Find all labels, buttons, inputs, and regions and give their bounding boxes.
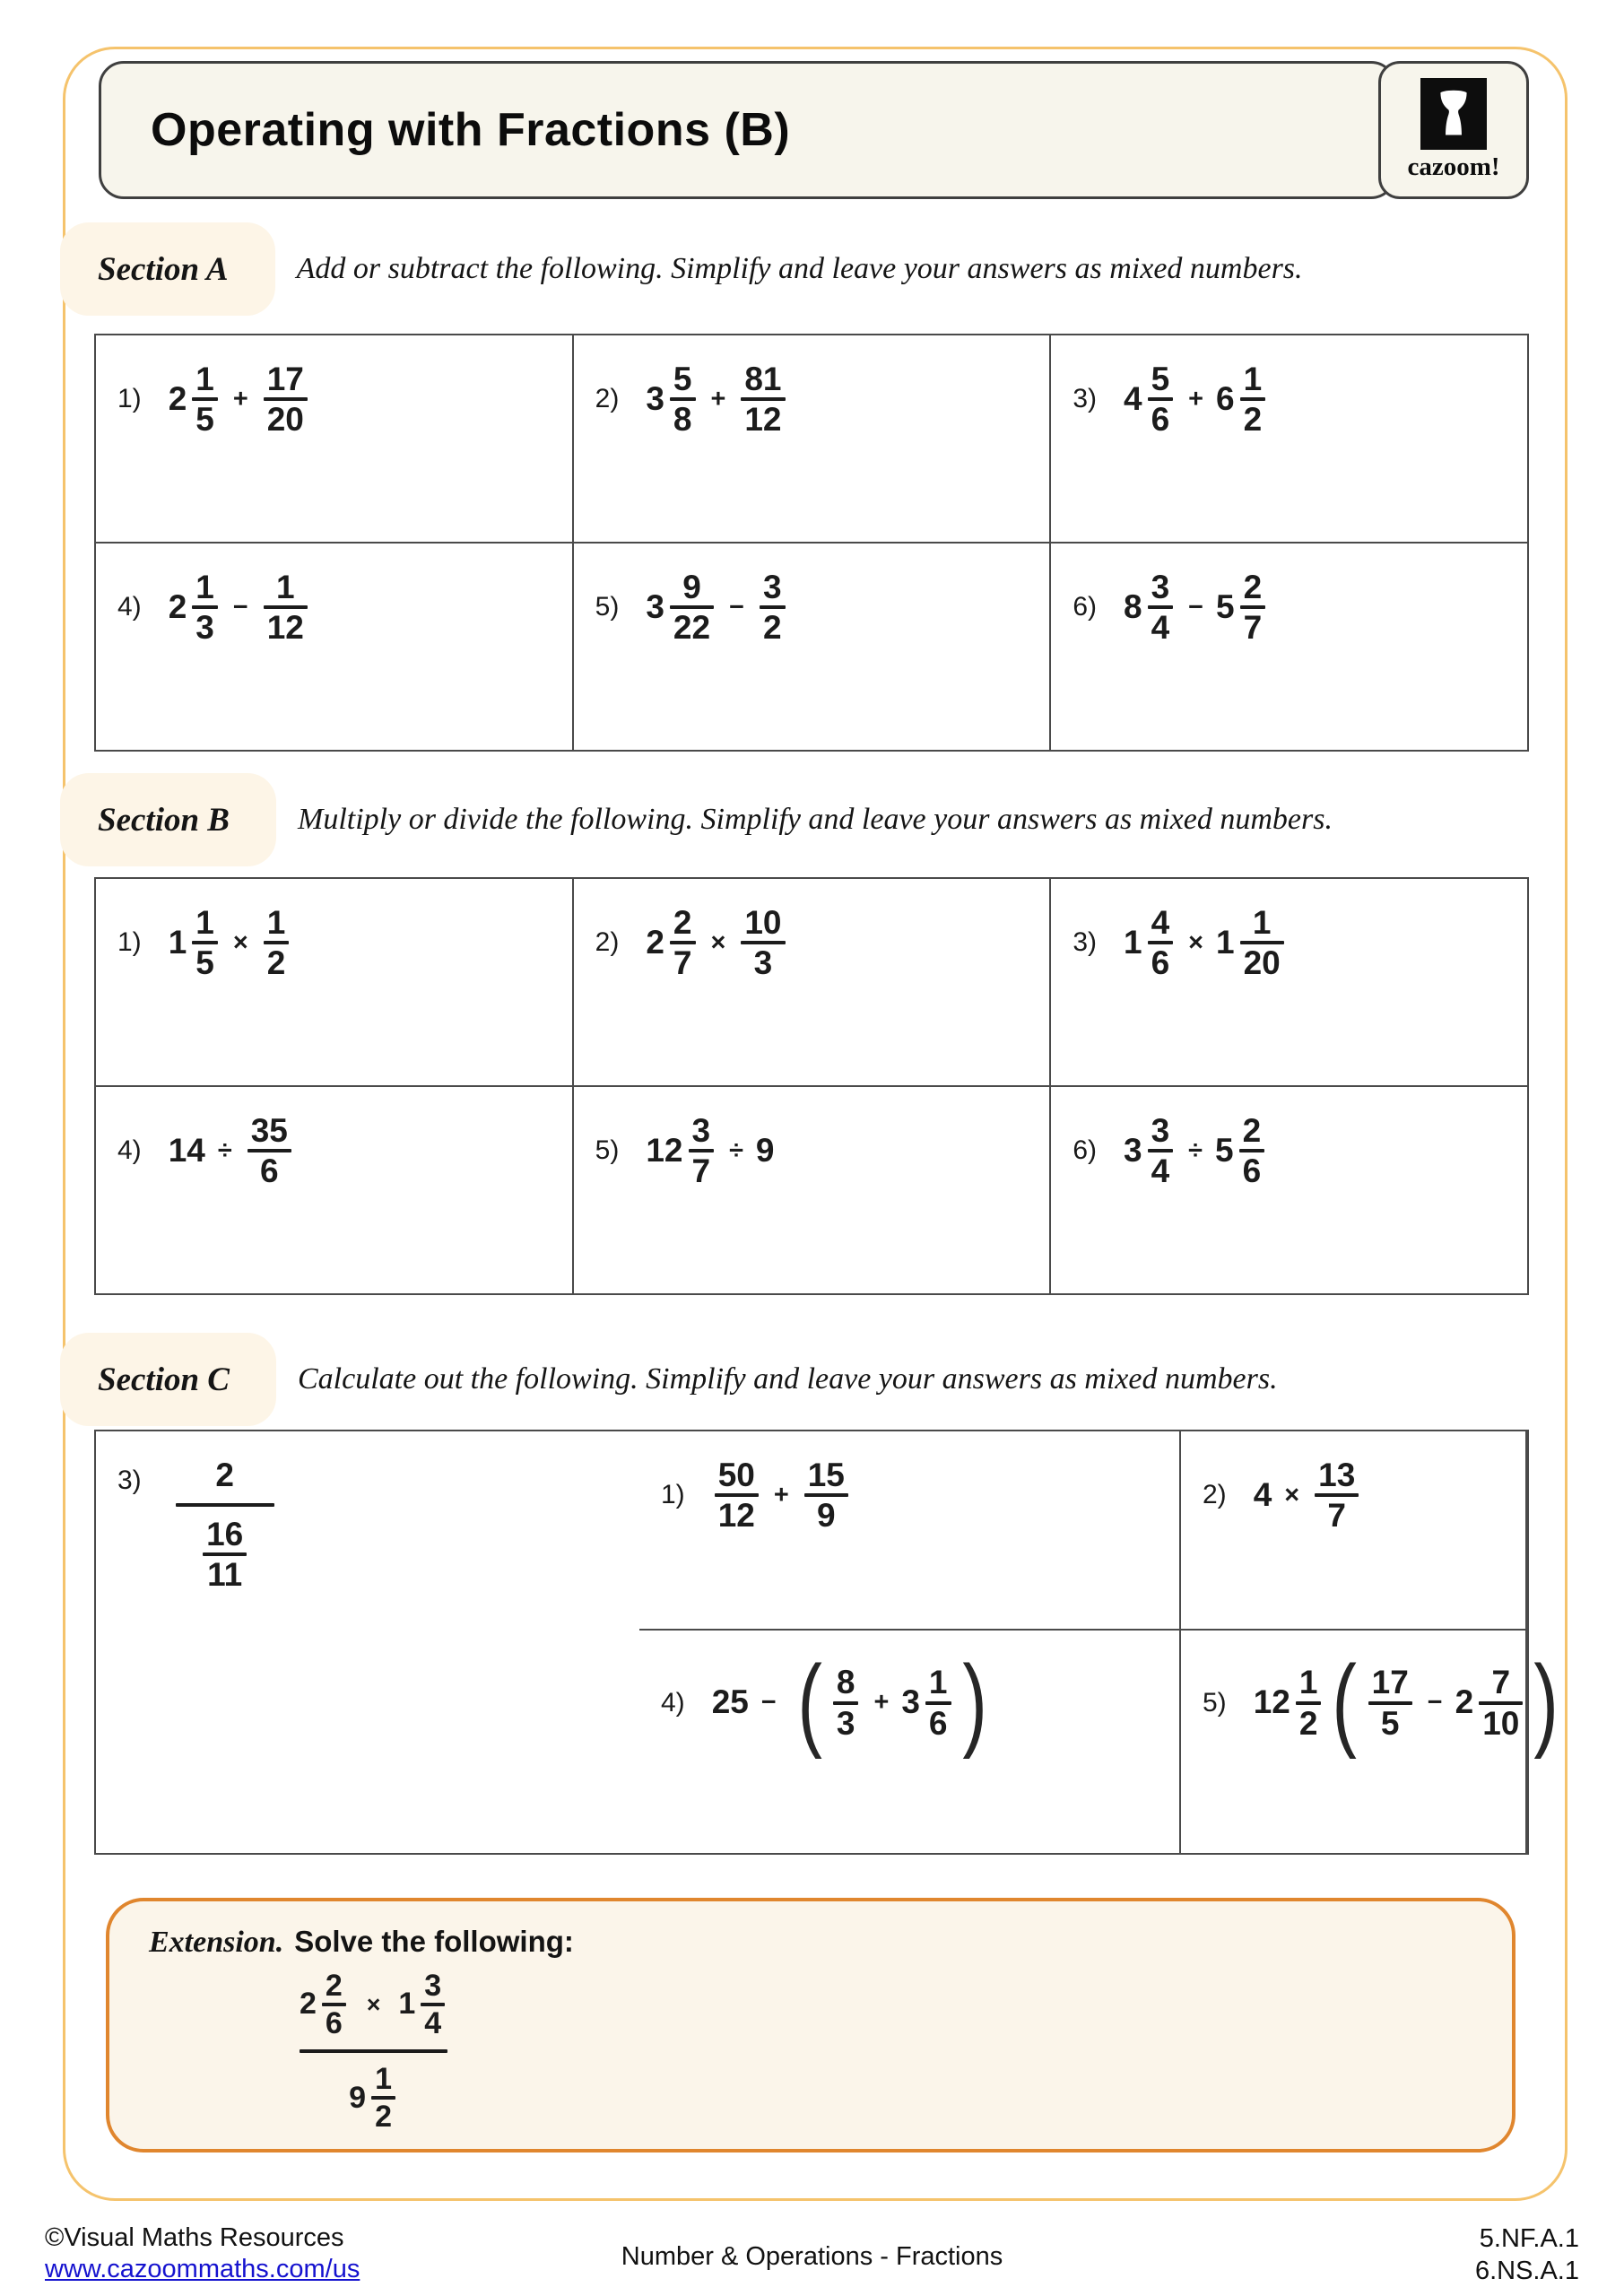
mrow [215, 1457, 234, 1494]
mmixed [1124, 1112, 1176, 1190]
mfrac [192, 569, 218, 647]
problem-number: 5) [595, 592, 620, 622]
problem-number: 4) [117, 1135, 142, 1166]
problem-expression [1253, 1645, 1568, 1760]
problem-expression [169, 361, 310, 439]
mop: − [1188, 592, 1204, 622]
mwhole: 6 [1216, 380, 1235, 418]
title-bar [99, 61, 1529, 199]
problem-cell [1050, 1086, 1528, 1294]
mfrac [264, 569, 308, 647]
standard-code-2: 6.NS.A.1 [1474, 2257, 1579, 2286]
problem-cell [95, 1086, 573, 1294]
mfrac [670, 361, 696, 439]
mrow [646, 361, 787, 439]
problem-number: 4) [661, 1687, 685, 1718]
problem-cell [1181, 1631, 1559, 1853]
problem-cell [95, 878, 573, 1086]
problem-expression [169, 569, 310, 647]
fnum: 3 [1151, 569, 1170, 605]
mrow [1124, 361, 1268, 439]
mparen: ( [1332, 1645, 1358, 1760]
mop: + [1188, 384, 1204, 413]
fden: 12 [744, 401, 782, 439]
fden: 9 [816, 1497, 836, 1535]
mwhole: 4 [1124, 380, 1142, 418]
mwhole: 2 [1455, 1683, 1474, 1721]
fden: 7 [1243, 609, 1263, 647]
problem-number: 2) [1203, 1480, 1227, 1510]
problem-number: 3) [1073, 384, 1097, 414]
fden: 2 [1298, 1704, 1318, 1742]
problem-number: 5) [595, 1135, 620, 1166]
fden: 7 [673, 944, 692, 982]
fnum: 8 [836, 1664, 855, 1701]
fnum: 1 [195, 361, 214, 397]
fnum: 3 [762, 569, 782, 605]
drum-icon [1420, 78, 1487, 150]
mop: − [232, 592, 248, 622]
problem-cell [573, 335, 1051, 543]
problem-cell [573, 878, 1051, 1086]
problem-cell [1050, 335, 1528, 543]
section-a-table [94, 334, 1529, 752]
fnum: 2 [673, 904, 692, 941]
problem-cell [573, 1086, 1051, 1294]
fnum: 9 [682, 569, 701, 605]
mfrac [715, 1457, 759, 1535]
problem-number: 6) [1073, 1135, 1097, 1166]
problem-number: 5) [1203, 1687, 1227, 1718]
mrow [646, 904, 787, 982]
mfrac [322, 1969, 346, 2040]
section-b-instruction: Multiply or divide the following. Simplify and leave your answers as mixed numbers. [298, 803, 1333, 836]
problem-expression [1124, 1112, 1267, 1190]
mop: − [760, 1688, 777, 1718]
fnum: 17 [1371, 1664, 1409, 1701]
mwhole: 1 [1124, 924, 1142, 961]
mwhole: 5 [1216, 588, 1235, 626]
problem-cell [639, 1631, 1181, 1853]
extension-label: Extension. [149, 1926, 284, 1959]
mrow [1124, 1112, 1267, 1190]
standard-codes [1475, 2222, 1579, 2288]
mmixed [646, 1112, 716, 1190]
problem-cell [1050, 543, 1528, 751]
mop: + [710, 384, 726, 413]
mmixed [1124, 904, 1176, 982]
fden: 7 [1327, 1497, 1346, 1535]
mfrac [1240, 361, 1266, 439]
mfrac [1148, 1112, 1174, 1190]
mrow [169, 904, 292, 982]
fden: 6 [325, 2006, 343, 2041]
fden: 12 [717, 1497, 755, 1535]
fnum: 1 [195, 904, 214, 941]
problem-expression [1124, 904, 1287, 982]
mfrac [1296, 1664, 1322, 1742]
fnum: 15 [807, 1457, 845, 1493]
fnum: 5 [673, 361, 692, 397]
problem-expression [711, 1645, 995, 1760]
fden: 8 [673, 401, 692, 439]
problem-expression [1124, 569, 1268, 647]
mfrac [1240, 904, 1284, 982]
problem-cell [95, 543, 573, 751]
problem-number: 3) [117, 1465, 142, 1495]
mfrac [1239, 1112, 1265, 1190]
worksheet [94, 61, 1559, 2152]
fden: 22 [673, 609, 711, 647]
mfrac [192, 361, 218, 439]
problem-expression [292, 1969, 455, 2135]
title-box [99, 61, 1396, 199]
fnum: 17 [266, 361, 304, 397]
mparen: ) [1533, 1645, 1559, 1760]
fden: 2 [266, 944, 286, 982]
fden: 4 [424, 2006, 442, 2041]
footer-left [45, 2222, 360, 2286]
mwhole: 9 [349, 2080, 367, 2115]
mop: + [873, 1688, 890, 1718]
page-title: Operating with Fractions (B) [151, 104, 791, 156]
fden: 5 [1380, 1704, 1400, 1742]
mrow [646, 1112, 774, 1190]
mfrac [741, 904, 785, 982]
mover [292, 1969, 455, 2134]
mrow [300, 1969, 447, 2040]
mmixed [1124, 569, 1176, 647]
fnum: 1 [1252, 904, 1272, 941]
fden: 6 [1151, 401, 1170, 439]
mfrac [264, 904, 290, 982]
problem-expression [1124, 361, 1268, 439]
problem-cell [639, 1431, 1181, 1631]
problem-number: 3) [1073, 927, 1097, 958]
mwhole: 3 [1124, 1132, 1142, 1170]
mfrac [1368, 1664, 1412, 1742]
mwhole: 1 [168, 924, 187, 961]
mover [169, 1457, 282, 1594]
fden: 3 [195, 609, 214, 647]
mfrac [1315, 1457, 1359, 1535]
fden: 12 [266, 609, 304, 647]
fnum: 5 [1151, 361, 1170, 397]
mfrac [1240, 569, 1266, 647]
mwhole: 5 [1215, 1132, 1234, 1170]
mop: − [1427, 1688, 1443, 1718]
mfrac [670, 569, 714, 647]
mmixed [169, 361, 221, 439]
footer-category: Number & Operations - Fractions [621, 2242, 1003, 2271]
section-c-label: Section C [60, 1333, 276, 1426]
mfrac [192, 904, 218, 982]
problem-expression [646, 361, 787, 439]
fden: 6 [259, 1152, 279, 1190]
fden: 4 [1151, 1152, 1170, 1190]
mrow [711, 1645, 995, 1760]
mwhole: 1 [1216, 924, 1235, 961]
mwhole: 3 [901, 1683, 920, 1721]
fden: 3 [753, 944, 773, 982]
mop: ÷ [729, 1135, 743, 1165]
problem-expression [169, 904, 292, 982]
mint: 2 [215, 1457, 234, 1493]
problem-number: 6) [1073, 592, 1097, 622]
section-a-header [94, 222, 1529, 316]
mrow [712, 1457, 851, 1535]
standard-code-1: 5.NF.A.1 [1479, 2224, 1579, 2253]
mrow [1254, 1457, 1362, 1535]
fden: 7 [691, 1152, 711, 1190]
fnum: 2 [1242, 1112, 1262, 1149]
mwhole: 1 [398, 1987, 416, 2022]
fden: 6 [928, 1704, 948, 1742]
fnum: 1 [928, 1664, 948, 1701]
fden: 5 [195, 401, 214, 439]
mfrac [371, 2062, 395, 2134]
mmixed [169, 904, 221, 982]
section-b-header [94, 773, 1529, 866]
fnum: 3 [691, 1112, 711, 1149]
mfrac [689, 1112, 715, 1190]
mfrac [1148, 904, 1174, 982]
mmixed [1216, 904, 1287, 982]
mrow [169, 361, 310, 439]
mmixed [646, 569, 716, 647]
mop: ÷ [217, 1135, 232, 1165]
mrow [1124, 569, 1268, 647]
mrow [292, 1969, 455, 2134]
fnum: 10 [744, 904, 782, 941]
mint: 25 [711, 1683, 749, 1721]
mfrac [1148, 361, 1174, 439]
mmixed [398, 1969, 447, 2040]
fden: 20 [266, 401, 304, 439]
mop: × [232, 927, 248, 957]
fnum: 81 [744, 361, 782, 397]
logo-box [1378, 61, 1529, 199]
mwhole: 12 [1253, 1683, 1290, 1721]
fnum: 7 [1491, 1664, 1511, 1701]
mmixed [1455, 1664, 1526, 1742]
section-c-instruction: Calculate out the following. Simplify and leave your answers as mixed numbers. [298, 1362, 1278, 1396]
mop: + [773, 1480, 789, 1509]
section-c-header [94, 1333, 1529, 1426]
fden: 2 [1243, 401, 1263, 439]
mfrac [421, 1969, 445, 2040]
problem-expression [646, 904, 787, 982]
mop: ÷ [1188, 1135, 1203, 1165]
mrow [646, 569, 787, 647]
section-a-label: Section A [60, 222, 275, 316]
mwhole: 12 [646, 1132, 683, 1170]
fnum: 1 [1243, 361, 1263, 397]
mrow [1124, 904, 1287, 982]
fnum: 1 [266, 904, 286, 941]
mrow [169, 569, 310, 647]
problem-expression [712, 1457, 851, 1535]
mop: × [710, 927, 726, 957]
problem-number: 1) [661, 1480, 685, 1510]
mrow [1253, 1645, 1568, 1760]
problem-number: 4) [117, 592, 142, 622]
copyright-text: ©Visual Maths Resources [45, 2223, 344, 2252]
mmixed [646, 361, 698, 439]
problem-cell [95, 335, 573, 543]
fden: 4 [1151, 609, 1170, 647]
mrow [169, 1112, 294, 1190]
mfrac [1479, 1664, 1523, 1742]
fnum: 2 [325, 1969, 343, 2003]
fnum: 13 [1318, 1457, 1356, 1493]
mfrac [741, 361, 785, 439]
mmixed [300, 1969, 349, 2040]
website-link[interactable]: www.cazoommaths.com/us [45, 2255, 360, 2284]
problem-cell [573, 543, 1051, 751]
fnum: 1 [375, 2062, 393, 2097]
mmixed [1216, 361, 1268, 439]
fnum: 50 [717, 1457, 755, 1493]
section-c-table [94, 1430, 1559, 1855]
mmixed [646, 904, 698, 982]
mop: − [729, 592, 744, 622]
fnum: 1 [195, 569, 214, 605]
obar [176, 1503, 274, 1507]
fnum: 1 [275, 569, 295, 605]
logo-wordmark: cazoom! [1407, 152, 1500, 181]
mop: × [1188, 927, 1204, 957]
mop: × [1284, 1480, 1300, 1509]
mfrac [670, 904, 696, 982]
extension-instruction: Solve the following: [294, 1925, 574, 1958]
mfrac [203, 1516, 247, 1594]
fnum: 3 [424, 1969, 442, 2003]
mmixed [1216, 569, 1268, 647]
fden: 2 [762, 609, 782, 647]
mparen: ) [961, 1645, 987, 1760]
mfrac [264, 361, 308, 439]
mfrac [925, 1664, 951, 1742]
mop: × [366, 1990, 381, 2018]
mmixed [1124, 361, 1176, 439]
mfrac [804, 1457, 848, 1535]
mint: 4 [1253, 1476, 1272, 1514]
fden: 2 [375, 2100, 393, 2135]
mfrac [248, 1112, 291, 1190]
mwhole: 2 [646, 924, 664, 961]
extension-problem [292, 1969, 455, 2134]
mwhole: 8 [1124, 588, 1142, 626]
fden: 6 [1242, 1152, 1262, 1190]
problem-expression [646, 1112, 774, 1190]
problem-number: 1) [117, 384, 142, 414]
mfrac [833, 1664, 859, 1742]
problem-expression [169, 1457, 282, 1594]
section-b-label: Section B [60, 773, 276, 866]
mparen: ( [797, 1645, 822, 1760]
problem-number: 2) [595, 384, 620, 414]
fnum: 3 [1151, 1112, 1170, 1149]
mmixed [349, 2062, 398, 2134]
problem-cell [1050, 878, 1528, 1086]
problem-expression [1254, 1457, 1362, 1535]
footer [45, 2222, 1579, 2294]
mwhole: 2 [168, 588, 187, 626]
fnum: 4 [1151, 904, 1170, 941]
mwhole: 2 [300, 1987, 317, 2022]
mint: 14 [168, 1132, 205, 1170]
fden: 5 [195, 944, 214, 982]
problem-cell [1181, 1431, 1527, 1631]
mint: 9 [755, 1132, 775, 1170]
fden: 11 [207, 1556, 243, 1594]
extension-box [106, 1898, 1515, 2152]
mwhole: 3 [646, 588, 664, 626]
mop: + [232, 384, 248, 413]
fnum: 16 [206, 1515, 244, 1552]
mmixed [1215, 1112, 1267, 1190]
problem-number: 1) [117, 927, 142, 958]
mwhole: 2 [168, 380, 187, 418]
mrow [349, 2062, 398, 2134]
problem-expression [169, 1112, 294, 1190]
fden: 20 [1243, 944, 1281, 982]
fnum: 1 [1298, 1664, 1318, 1701]
mrow [200, 1516, 249, 1594]
mrow [169, 1457, 282, 1594]
section-a-instruction: Add or subtract the following. Simplify and leave your answers as mixed numbers. [296, 252, 1303, 285]
obar [300, 2049, 447, 2053]
fnum: 2 [1243, 569, 1263, 605]
problem-expression [646, 569, 787, 647]
mwhole: 3 [646, 380, 664, 418]
fden: 10 [1482, 1704, 1520, 1742]
mmixed [901, 1664, 953, 1742]
fden: 3 [836, 1704, 855, 1742]
mmixed [1254, 1664, 1324, 1742]
mmixed [169, 569, 221, 647]
fden: 6 [1151, 944, 1170, 982]
mfrac [760, 569, 786, 647]
problem-number: 2) [595, 927, 620, 958]
mfrac [1148, 569, 1174, 647]
fnum: 35 [250, 1112, 288, 1149]
section-b-table [94, 877, 1529, 1295]
extension-header [149, 1925, 1472, 1960]
problem-cell [96, 1431, 639, 1853]
